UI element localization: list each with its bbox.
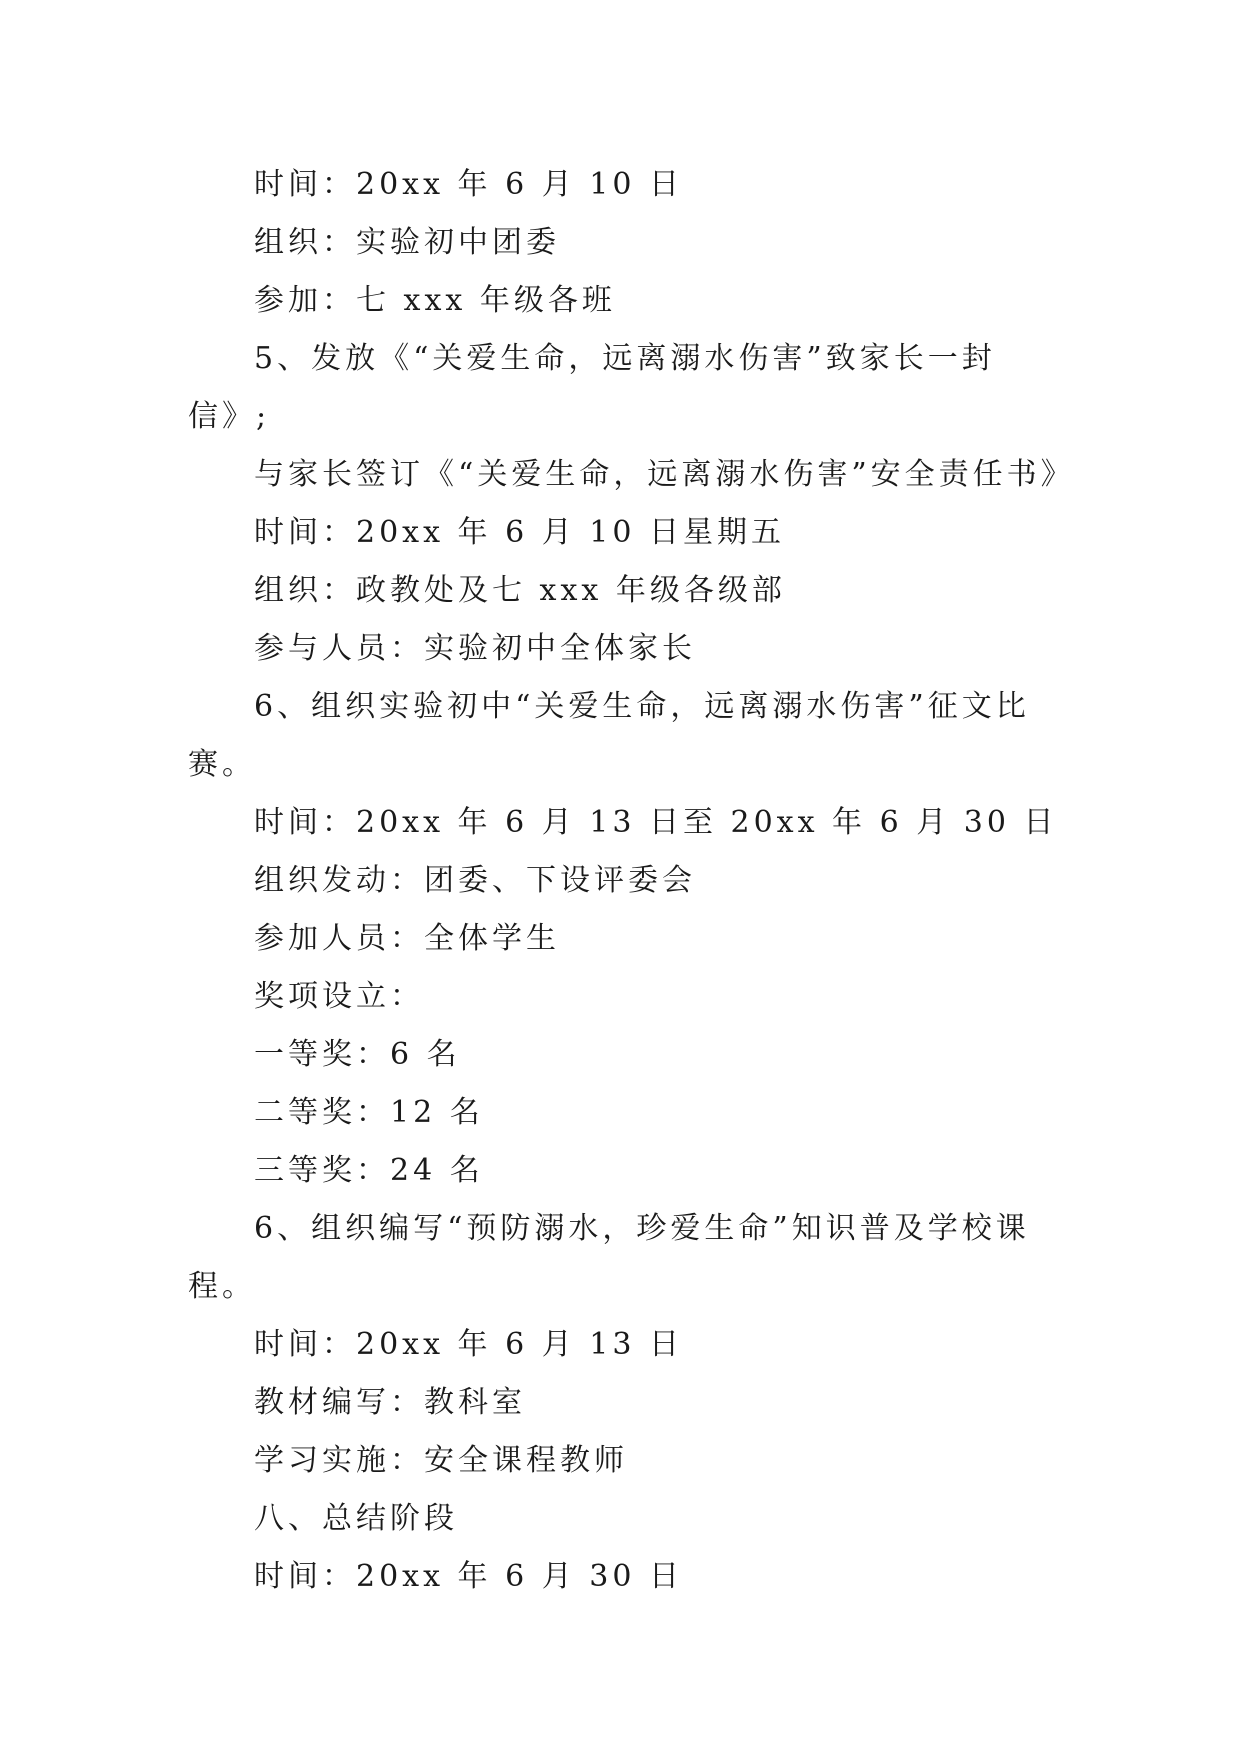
paragraph-item-5-contract: 与家长签订《“关爱生命，远离溺水伤害”安全责任书》 — [254, 457, 1075, 492]
paragraph-participants-3: 参加人员：全体学生 — [254, 921, 560, 956]
document-body — [188, 156, 1075, 1606]
paragraph-organizer-1: 组织：实验初中团委 — [254, 225, 560, 260]
paragraph-section-8-heading: 八、总结阶段 — [254, 1501, 458, 1536]
paragraph-awards-heading: 奖项设立： — [254, 979, 424, 1014]
paragraph-item-5: 5、发放《“关爱生命，远离溺水伤害”致家长一封信》; — [188, 341, 996, 434]
paragraph-time-4: 时间：20xx 年 6 月 13 日 — [254, 1327, 683, 1362]
paragraph-time-1: 时间：20xx 年 6 月 10 日 — [254, 167, 683, 202]
paragraph-organizer-3: 组织发动：团委、下设评委会 — [254, 863, 696, 898]
paragraph-implementation: 学习实施：安全课程教师 — [254, 1443, 628, 1478]
paragraph-time-3: 时间：20xx 年 6 月 13 日至 20xx 年 6 月 30 日 — [254, 805, 1058, 840]
paragraph-award-second: 二等奖：12 名 — [254, 1095, 484, 1130]
paragraph-participants-1: 参加：七 xxx 年级各班 — [254, 283, 616, 318]
paragraph-time-2: 时间：20xx 年 6 月 10 日星期五 — [254, 515, 785, 550]
paragraph-award-first: 一等奖：6 名 — [254, 1037, 461, 1072]
paragraph-textbook-editing: 教材编写：教科室 — [254, 1385, 526, 1420]
paragraph-time-5: 时间：20xx 年 6 月 30 日 — [254, 1559, 683, 1594]
paragraph-award-third: 三等奖：24 名 — [254, 1153, 484, 1188]
paragraph-item-6-essay: 6、组织实验初中“关爱生命，远离溺水伤害”征文比赛。 — [188, 689, 1030, 782]
paragraph-participants-2: 参与人员：实验初中全体家长 — [254, 631, 696, 666]
paragraph-item-6-curriculum: 6、组织编写“预防溺水，珍爱生命”知识普及学校课程。 — [188, 1211, 1030, 1304]
paragraph-organizer-2: 组织：政教处及七 xxx 年级各级部 — [254, 573, 786, 608]
